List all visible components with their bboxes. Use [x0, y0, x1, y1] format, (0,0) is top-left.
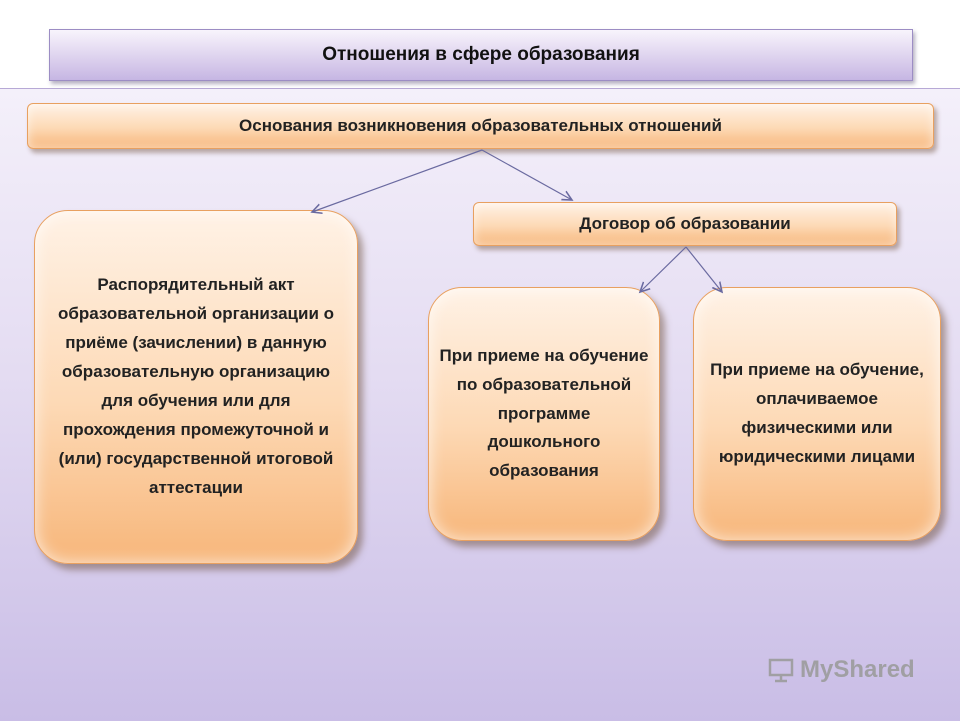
presentation-icon — [768, 657, 794, 683]
arrow-to-preschool — [640, 247, 686, 292]
myshared-logo — [768, 656, 915, 684]
contract-node: Договор об образовании — [473, 202, 897, 246]
preschool-node: При приеме на обучение по образовательной программе дошкольного образования — [428, 287, 660, 541]
page-title: Отношения в сфере образования — [49, 29, 913, 81]
paid-education-node: При приеме на обучение, оплачиваемое физическими или юридическими лицами — [693, 287, 941, 541]
watermark-text: MyShared — [800, 656, 915, 683]
arrow-to-paid-education — [686, 247, 722, 292]
order-act-node: Распорядительный акт образовательной организации о приёме (зачислении) в данную образовательную организацию для обучения или для прохождения промежуточной и (или) государственной итоговой аттестации — [34, 210, 358, 564]
root-node: Основания возникновения образовательных отношений — [27, 103, 934, 149]
arrow-to-contract — [482, 150, 572, 200]
arrow-to-order-act — [312, 150, 482, 212]
